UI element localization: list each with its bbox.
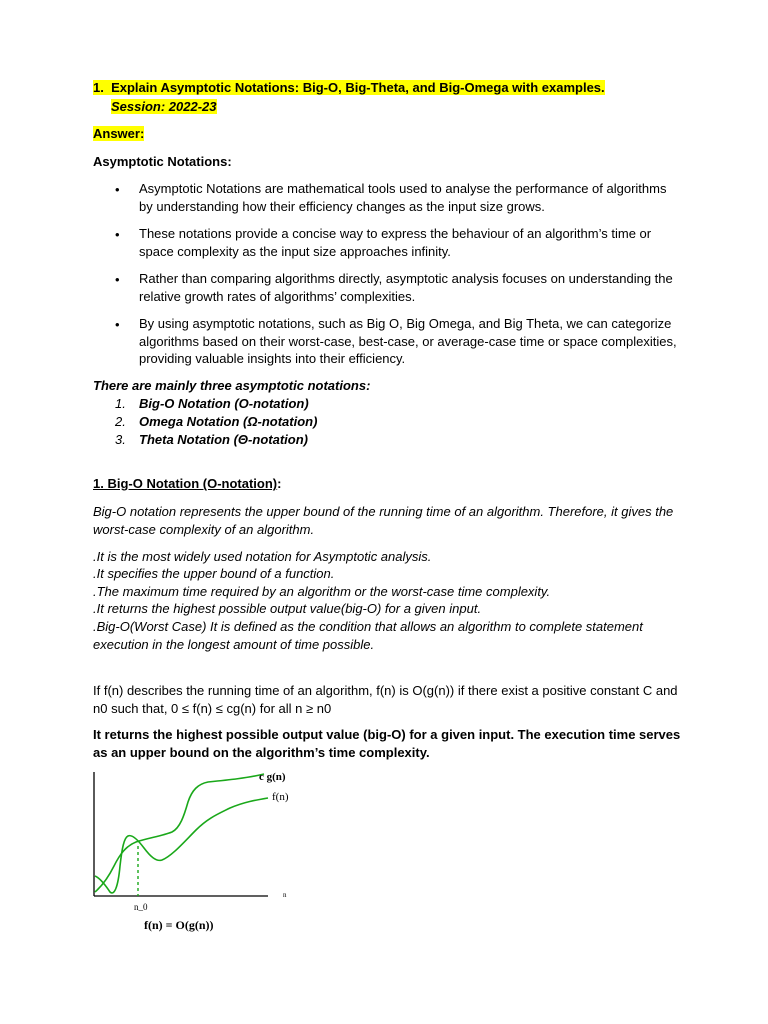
label-cg: c g(n) — [259, 771, 286, 783]
bigo-intro: Big-O notation represents the upper bound of the running time of an algorithm. Therefore, it gives the worst-case complexity of an algorithm. — [93, 504, 674, 537]
bullet-item: Asymptotic Notations are mathematical tools used to analyse the performance of algorithms by understanding how their efficiency changes as the input size grows. — [139, 181, 667, 214]
bullet-dot: • — [115, 182, 120, 197]
type-label: Big-O Notation (O-notation) — [139, 396, 309, 411]
bullet-dot: • — [115, 317, 120, 332]
types-intro: There are mainly three asymptotic notations: — [93, 378, 371, 393]
type-label: Theta Notation (Θ-notation) — [139, 432, 308, 447]
bigo-heading: 1. Big-O Notation (O-notation): — [93, 476, 282, 491]
label-n0: n_0 — [134, 902, 148, 912]
answer-label: Answer: — [93, 126, 145, 141]
bigo-bold-note: It returns the highest possible output value (big-O) for a given input. The execution time serves as an upper bound on the algorithm’s time complexity. — [93, 727, 681, 760]
type-label: Omega Notation (Ω-notation) — [139, 414, 318, 429]
bullet-dot: • — [115, 272, 120, 287]
bigo-point: .It specifies the upper bound of a function. — [93, 566, 335, 581]
question-session: Session: 2022-23 — [111, 99, 217, 114]
bullet-item: By using asymptotic notations, such as Big O, Big Omega, and Big Theta, we can categorize algorithms based on their worst-case, best-case, or average-case time or space complexities, providing valuable insights into their efficiency. — [139, 316, 677, 366]
figure-caption: f(n) = O(g(n)) — [144, 918, 214, 932]
question-number: 1. — [93, 80, 104, 95]
cg-curve — [95, 774, 264, 892]
f-curve — [95, 798, 268, 893]
bigo-point: .It returns the highest possible output value(big-O) for a given input. — [93, 601, 482, 616]
bigo-definition: If f(n) describes the running time of an algorithm, f(n) is O(g(n)) if there exist a positive constant C and n0 such that, 0 ≤ f(n) ≤ cg(n) for all n ≥ n0 — [93, 683, 678, 716]
question-title-line — [93, 79, 605, 96]
bullet-item: Rather than comparing algorithms directly, asymptotic analysis focuses on understanding the relative growth rates of algorithms’ complexities. — [139, 271, 673, 304]
bigo-point: .The maximum time required by an algorithm or the worst-case time complexity. — [93, 584, 551, 599]
type-number: 2. — [115, 414, 126, 429]
type-number: 1. — [115, 396, 126, 411]
type-number: 3. — [115, 432, 126, 447]
label-n: n — [283, 891, 287, 899]
question-title: Explain Asymptotic Notations: Big-O, Big-Theta, and Big-Omega with examples. — [111, 80, 605, 95]
bigo-point: .It is the most widely used notation for Asymptotic analysis. — [93, 549, 432, 564]
bullet-item: These notations provide a concise way to express the behaviour of an algorithm’s time or space complexity as the input size approaches infinity. — [139, 226, 652, 259]
section-heading: Asymptotic Notations: — [93, 154, 232, 169]
label-f: f(n) — [272, 791, 289, 803]
bigo-point: .Big-O(Worst Case) It is defined as the condition that allows an algorithm to complete statement execution in the longest amount of time possible. — [93, 619, 643, 652]
bullet-dot: • — [115, 227, 120, 242]
